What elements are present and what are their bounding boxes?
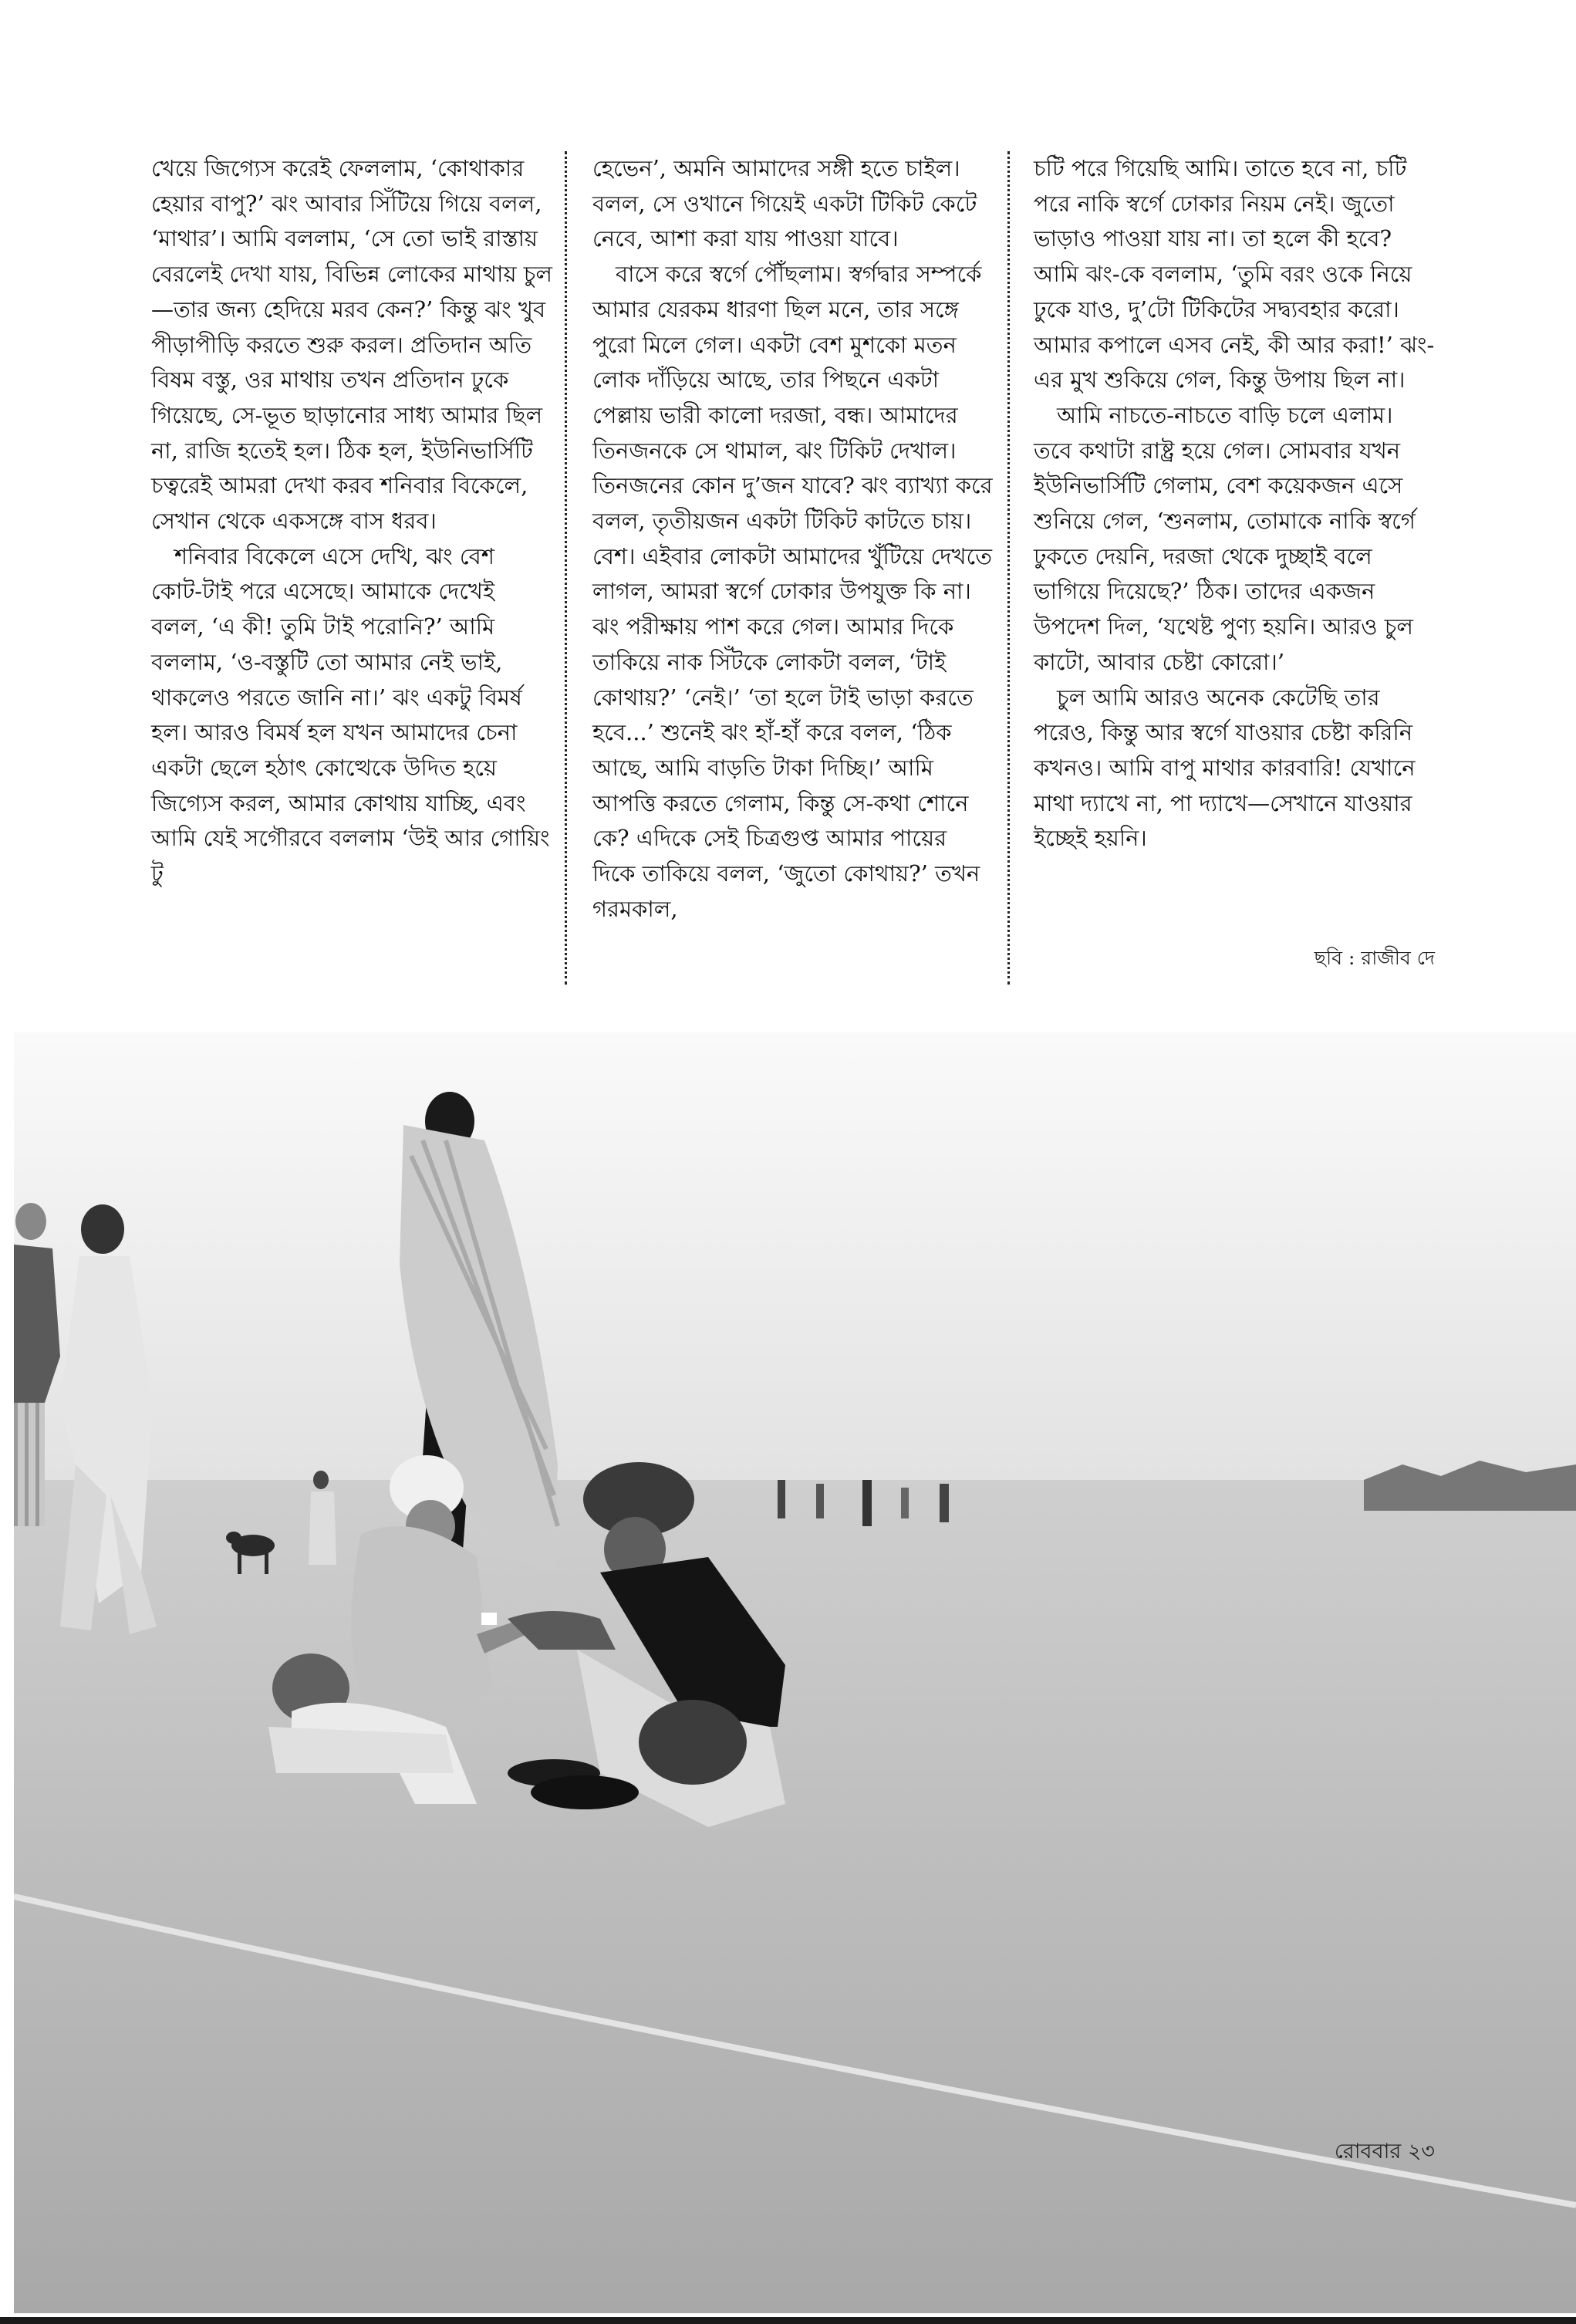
article-paragraph: আমি নাচতে-নাচতে বাড়ি চলে এলাম। তবে কথাটা রাষ্ট্র হয়ে গেল। সোমবার যখন ইউনিভার্সিটি গেলাম, বেশ কয়েকজন এসে শুনিয়ে গেল, ‘শুনলাম, তোমাকে নাকি স্বর্গে ঢুকতে দেয়নি, দরজা থেকে দুচ্ছাই বলে ভাগিয়ে দিয়েছে?’ ঠিক। তাদের একজন উপদেশ দিল, ‘যথেষ্ট পুণ্য হয়নি। আরও চুল কাটো, আবার চেষ্টা কোরো।’ [1034, 401, 1416, 675]
article-paragraph: শনিবার বিকেলে এসে দেখি, ঝং বেশ কোট-টাই পরে এসেছে। আমাকে দেখেই বলল, ‘এ কী! তুমি টাই পরোনি?’ আমি বললাম, ‘ও-বস্তুটি তো আমার নেই ভাই, থাকলেও পরতে জানি না।’ ঝং একটু বিমর্ষ হল। আরও বিমর্ষ হল যখন আমাদের চেনা একটা ছেলে হঠাৎ কোত্থেকে উদিত হয়ে জিগ্যেস করল, আমার কোথায় যাচ্ছি, এবং আমি যেই সগৌরবে বললাম ‘উই আর গোয়িং টু [151, 542, 550, 887]
page-footer: রোববার ২৩ [1334, 2140, 1435, 2164]
article-paragraph: চুল আমি আরও অনেক কেটেছি তার পরেও, কিন্তু আর স্বর্গে যাওয়ার চেষ্টা করিনি কখনও। আমি বাপু মাথার কারবারি! যেখানে মাথা দ্যাখে না, পা দ্যাখে—সেখানে যাওয়ার ইচ্ছেই হয়নি। [1034, 684, 1416, 852]
article-paragraph: খেয়ে জিগ্যেস করেই ফেললাম, ‘কোথাকার হেয়ার বাপু?’ ঝং আবার সিঁটিয়ে গিয়ে বলল, ‘মাথার’। আমি বললাম, ‘সে তো ভাই রাস্তায় বেরলেই দেখা যায়, বিভিন্ন লোকের মাথায় চুল—তার জন্য হেদিয়ে মরব কেন?’ কিন্তু ঝং খুব পীড়াপীড়ি করতে শুরু করল। প্রতিদান অতি বিষম বস্তু, ওর মাথায় তখন প্রতিদান ঢুকে গিয়েছে, সে-ভূত ছাড়ানোর সাধ্য আমার ছিল না, রাজি হতেই হল। ঠিক হল, ইউনিভার্সিটি চত্বরেই আমরা দেখা করব শনিবার বিকেলে, সেখান থেকে একসঙ্গে বাস ধরব। [151, 155, 553, 535]
article-column-3 [1034, 151, 1435, 856]
ground [14, 1480, 1576, 2313]
column-divider [565, 151, 567, 985]
bottom-rule [0, 2317, 1576, 2324]
article-paragraph: হেভেন’, অমনি আমাদের সঙ্গী হতে চাইল। বলল, সে ওখানে গিয়েই একটা টিকিট কেটে নেবে, আশা করা যায় পাওয়া যাবে। [592, 155, 977, 252]
article-paragraph: চটি পরে গিয়েছি আমি। তাতে হবে না, চটি পরে নাকি স্বর্গে ঢোকার নিয়ম নেই। জুতো ভাড়াও পাওয়া যায় না। তা হলে কী হবে? আমি ঝং-কে বললাম, ‘তুমি বরং ওকে নিয়ে ঢুকে যাও, দু’টো টিকিটের সদ্ব্যবহার করো। আমার কপালে এসব নেই, কী আর করা!’ ঝং-এর মুখ শুকিয়ে গেল, কিন্তু উপায় ছিল না। [1034, 155, 1435, 394]
article-column-1 [151, 151, 552, 892]
article-column-2 [592, 151, 994, 927]
photo-credit: ছবি : রাজীব দে [1314, 947, 1435, 969]
sky [14, 1032, 1576, 1480]
money-exchange [481, 1613, 497, 1625]
article-paragraph: বাসে করে স্বর্গে পৌঁছলাম। স্বর্গদ্বার সম্পর্কে আমার যেরকম ধারণা ছিল মনে, তার সঙ্গে পুরো মিলে গেল। একটা বেশ মুশকো মতন লোক দাঁড়িয়ে আছে, তার পিছনে একটা পেল্লায় ভারী কালো দরজা, বন্ধ। আমাদের তিনজনকে সে থামাল, ঝং টিকিট দেখাল। তিনজনের কোন দু’জন যাবে? ঝং ব্যাখ্যা করে বলল, তৃতীয়জন একটা টিকিট কাটতে চায়। বেশ। এইবার লোকটা আমাদের খুঁটিয়ে দেখতে লাগল, আমরা স্বর্গে ঢোকার উপযুক্ত কি না। ঝং পরীক্ষায় পাশ করে গেল। আমার দিকে তাকিয়ে নাক সিঁটকে লোকটা বলল, ‘টাই কোথায়?’ ‘নেই।’ ‘তা হলে টাই ভাড়া করতে হবে...’ শুনেই ঝং হাঁ-হাঁ করে বলল, ‘ঠিক আছে, আমি বাড়তি টাকা দিচ্ছি।’ আমি আপত্তি করতে গেলাম, কিন্তু সে-কথা শোনে কে? এদিকে সেই চিত্রগুপ্ত আমার পায়ের দিকে তাকিয়ে বলল, ‘জুতো কোথায়?’ তখন গরমকাল, [592, 261, 993, 922]
column-divider [1007, 151, 1010, 985]
photograph [14, 1032, 1576, 2313]
